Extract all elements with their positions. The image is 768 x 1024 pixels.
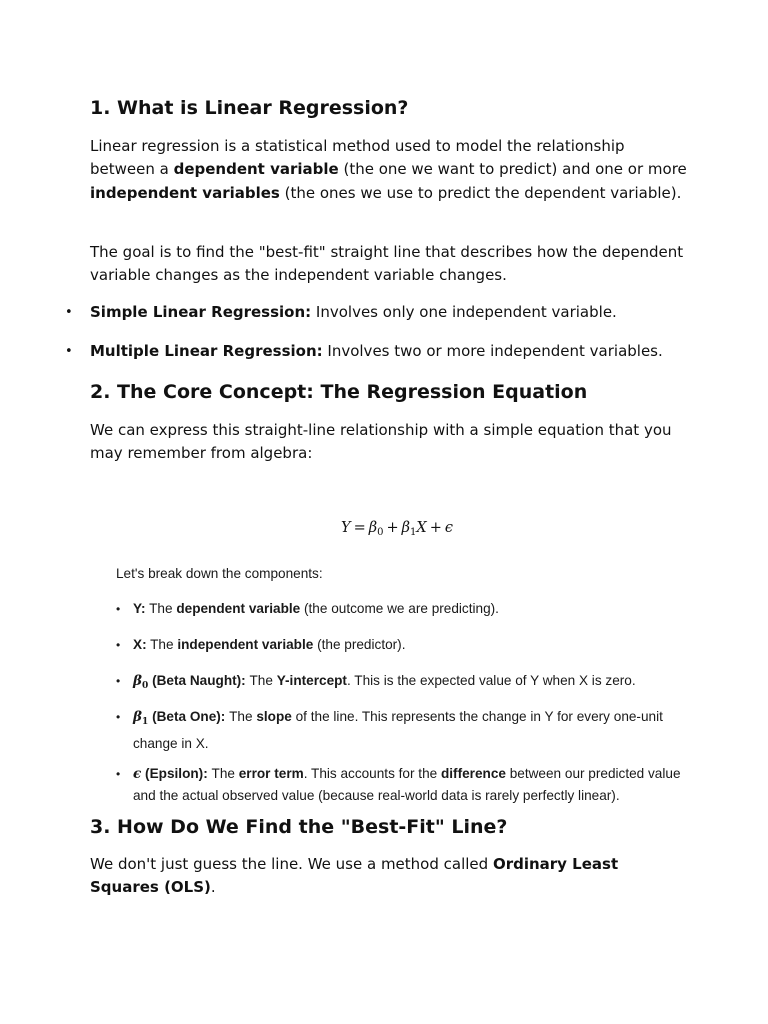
component-label: (Epsilon):: [141, 766, 208, 781]
eq-beta0-sub: 0: [377, 527, 384, 538]
eq-beta1-sub: 1: [410, 527, 417, 538]
text-run: The: [146, 637, 178, 652]
list-item-label: Simple Linear Regression:: [90, 303, 312, 321]
bullet-icon: •: [116, 767, 121, 781]
eq-y: Y: [341, 520, 351, 536]
text-run: The: [225, 709, 257, 724]
section-1-paragraph-2: The goal is to find the "best-fit" straight line that describes how the dependent variable changes as the independent variable changes.: [90, 243, 684, 285]
component-term: independent variable: [177, 637, 314, 652]
text-run: We don't just guess the line. We use a method called: [90, 855, 493, 873]
eq-plus: +: [429, 520, 442, 536]
list-item-label: Multiple Linear Regression:: [90, 342, 323, 360]
symbol: β: [133, 673, 143, 689]
component-term: error term: [238, 766, 304, 781]
component-term: Y-intercept: [276, 673, 347, 688]
symbol: β: [133, 709, 143, 725]
section-2-paragraph: We can express this straight-line relationship with a simple equation that you may remember from algebra:: [90, 421, 672, 463]
text-run: . This accounts for the: [303, 766, 441, 781]
text-run: .: [210, 878, 216, 897]
eq-x: X: [416, 520, 427, 536]
epsilon-symbol: ϵ: [133, 766, 142, 782]
term-independent-variables: independent variables: [90, 183, 280, 202]
text-run: (the ones we use to predict the dependent variable).: [279, 183, 682, 202]
component-label: (Beta Naught):: [148, 673, 246, 688]
bullet-icon: •: [116, 710, 121, 724]
list-item-text: Involves only one independent variable.: [311, 303, 617, 321]
regression-equation: [341, 520, 453, 538]
term-ols: Ordinary Least Squares (OLS): [90, 855, 619, 897]
beta1-symbol: [133, 709, 148, 725]
eq-equals: =: [353, 520, 366, 536]
component-term: dependent variable: [176, 601, 301, 616]
component-label: Y:: [133, 601, 146, 616]
text-run: (the predictor).: [313, 637, 406, 652]
section-2-heading: 2. The Core Concept: The Regression Equation: [90, 381, 588, 403]
beta0-symbol: [133, 673, 148, 689]
eq-epsilon: ϵ: [444, 520, 454, 536]
text-run: of the line. This represents the change in Y for every one-unit change in X.: [133, 709, 663, 751]
list-item-text: Involves two or more independent variables.: [322, 342, 663, 360]
text-run: (the one we want to predict) and one or more: [338, 160, 687, 179]
section-3-heading: 3. How Do We Find the "Best-Fit" Line?: [90, 816, 508, 838]
text-run: between our predicted value and the actual observed value (because real-world data is rarely perfectly linear).: [133, 766, 681, 803]
text-run: The: [145, 601, 177, 616]
symbol-sub: 0: [142, 681, 149, 691]
section-3-paragraph: [90, 853, 690, 900]
eq-plus: +: [386, 520, 399, 536]
text-run: (the outcome we are predicting).: [300, 601, 499, 616]
text-run: The: [207, 766, 239, 781]
symbol-sub: 1: [142, 717, 149, 727]
component-label: X:: [133, 637, 147, 652]
section-1-paragraph-1: [90, 135, 690, 205]
bullet-icon: •: [65, 305, 73, 320]
component-term: difference: [440, 766, 506, 781]
component-label: (Beta One):: [148, 709, 226, 724]
text-run: The: [245, 673, 277, 688]
bullet-icon: •: [116, 674, 121, 688]
bullet-icon: •: [65, 344, 73, 359]
text-run: Linear regression is a statistical method used to model the relationship between a: [90, 137, 625, 179]
section-1-heading: 1. What is Linear Regression?: [90, 97, 409, 119]
term-dependent-variable: dependent variable: [173, 160, 339, 179]
bullet-icon: •: [116, 638, 121, 652]
bullet-icon: •: [116, 602, 121, 616]
text-run: . This is the expected value of Y when X is zero.: [346, 673, 636, 688]
eq-beta0: β: [368, 520, 378, 536]
eq-beta1: β: [401, 520, 411, 536]
component-term: slope: [256, 709, 292, 724]
components-intro: Let's break down the components:: [116, 566, 323, 581]
